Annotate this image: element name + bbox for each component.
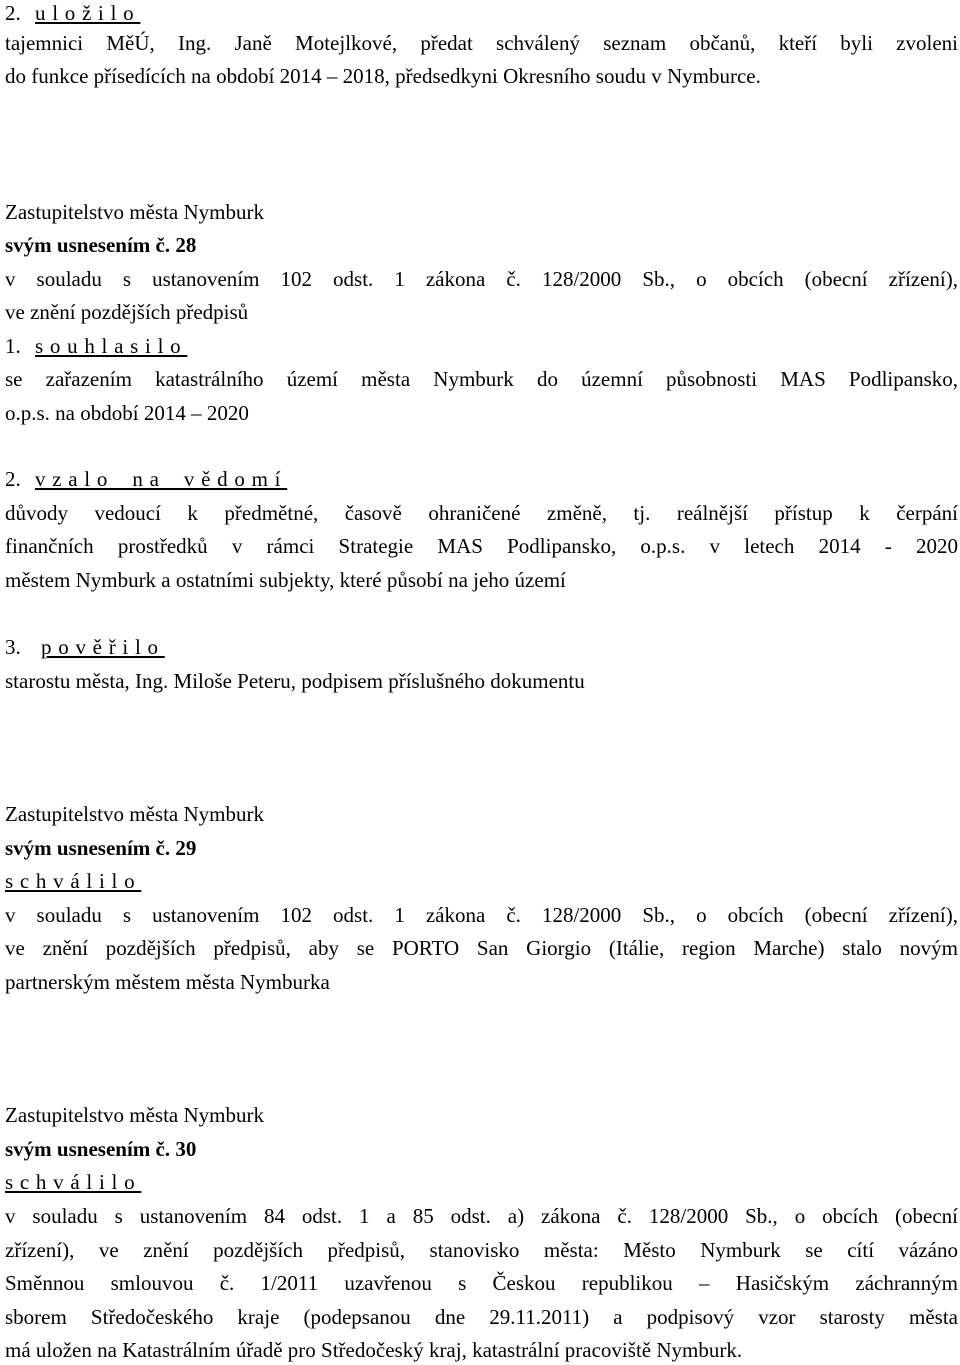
item-number: 1.: [5, 334, 21, 358]
item-heading: [5, 466, 287, 492]
paragraph-line: Směnnou smlouvou č. 1/2011 uzavřenou s Českou republikou – Hasičským záchranným: [5, 1271, 958, 1295]
paragraph-line: v souladu s ustanovením 102 odst. 1 zákona č. 128/2000 Sb., o obcích (obecní zřízení),: [5, 903, 958, 927]
council-name: Zastupitelstvo města Nymburk: [5, 1103, 264, 1127]
verb-text: schválilo: [5, 869, 142, 893]
item-verb: uložilo: [35, 1, 141, 25]
paragraph-line: starostu města, Ing. Miloše Peteru, podpisem příslušného dokumentu: [5, 669, 585, 693]
paragraph-line: o.p.s. na období 2014 – 2020: [5, 401, 249, 425]
paragraph-line: tajemnici MěÚ, Ing. Janě Motejlkové, předat schválený seznam občanů, kteří byli zvoleni: [5, 31, 958, 55]
item-heading: [5, 333, 187, 359]
item-verb: vzalo na vědomí: [35, 467, 288, 491]
council-name: Zastupitelstvo města Nymburk: [5, 802, 264, 826]
resolution-number: svým usnesením č. 29: [5, 836, 197, 860]
item-number: 2.: [5, 1, 21, 25]
paragraph-line: se zařazením katastrálního území města Nymburk do územní působnosti MAS Podlipansko,: [5, 367, 958, 391]
item-number: 3.: [5, 635, 21, 659]
legal-basis-line: ve znění pozdějších předpisů: [5, 300, 249, 324]
item-verb: souhlasilo: [35, 334, 188, 358]
verb-text: schválilo: [5, 1170, 142, 1194]
paragraph-line: do funkce přísedících na období 2014 – 2018, předsedkyni Okresního soudu v Nymburce.: [5, 64, 761, 88]
resolution-number: svým usnesením č. 30: [5, 1137, 197, 1161]
item-heading: [5, 0, 140, 26]
paragraph-line: městem Nymburk a ostatními subjekty, které působí na jeho území: [5, 568, 566, 592]
paragraph-line: sborem Středočeského kraje (podepsanou dne 29.11.2011) a podpisový vzor starosty města: [5, 1305, 958, 1329]
paragraph-line: v souladu s ustanovením 84 odst. 1 a 85 odst. a) zákona č. 128/2000 Sb., o obcích (obecní: [5, 1204, 958, 1228]
paragraph-line: finančních prostředků v rámci Strategie MAS Podlipansko, o.p.s. v letech 2014 - 2020: [5, 534, 958, 558]
resolution-verb: [5, 868, 141, 894]
item-verb: pověřilo: [41, 635, 165, 659]
item-number: 2.: [5, 467, 21, 491]
paragraph-line: důvody vedoucí k předmětné, časově ohraničené změně, tj. reálnější přístup k čerpání: [5, 501, 958, 525]
item-heading: [5, 634, 165, 660]
council-name: Zastupitelstvo města Nymburk: [5, 200, 264, 224]
paragraph-line: partnerským městem města Nymburka: [5, 970, 330, 994]
paragraph-line: má uložen na Katastrálním úřadě pro Středočeský kraj, katastrální pracoviště Nymburk.: [5, 1338, 743, 1362]
paragraph-line: zřízení), ve znění pozdějších předpisů, stanovisko města: Město Nymburk se cítí vázáno: [5, 1238, 958, 1262]
resolution-verb: [5, 1169, 141, 1195]
resolution-number: svým usnesením č. 28: [5, 233, 197, 257]
paragraph-line: ve znění pozdějších předpisů, aby se PORTO San Giorgio (Itálie, region Marche) stalo novým: [5, 936, 958, 960]
legal-basis-line: v souladu s ustanovením 102 odst. 1 zákona č. 128/2000 Sb., o obcích (obecní zřízení),: [5, 267, 958, 291]
